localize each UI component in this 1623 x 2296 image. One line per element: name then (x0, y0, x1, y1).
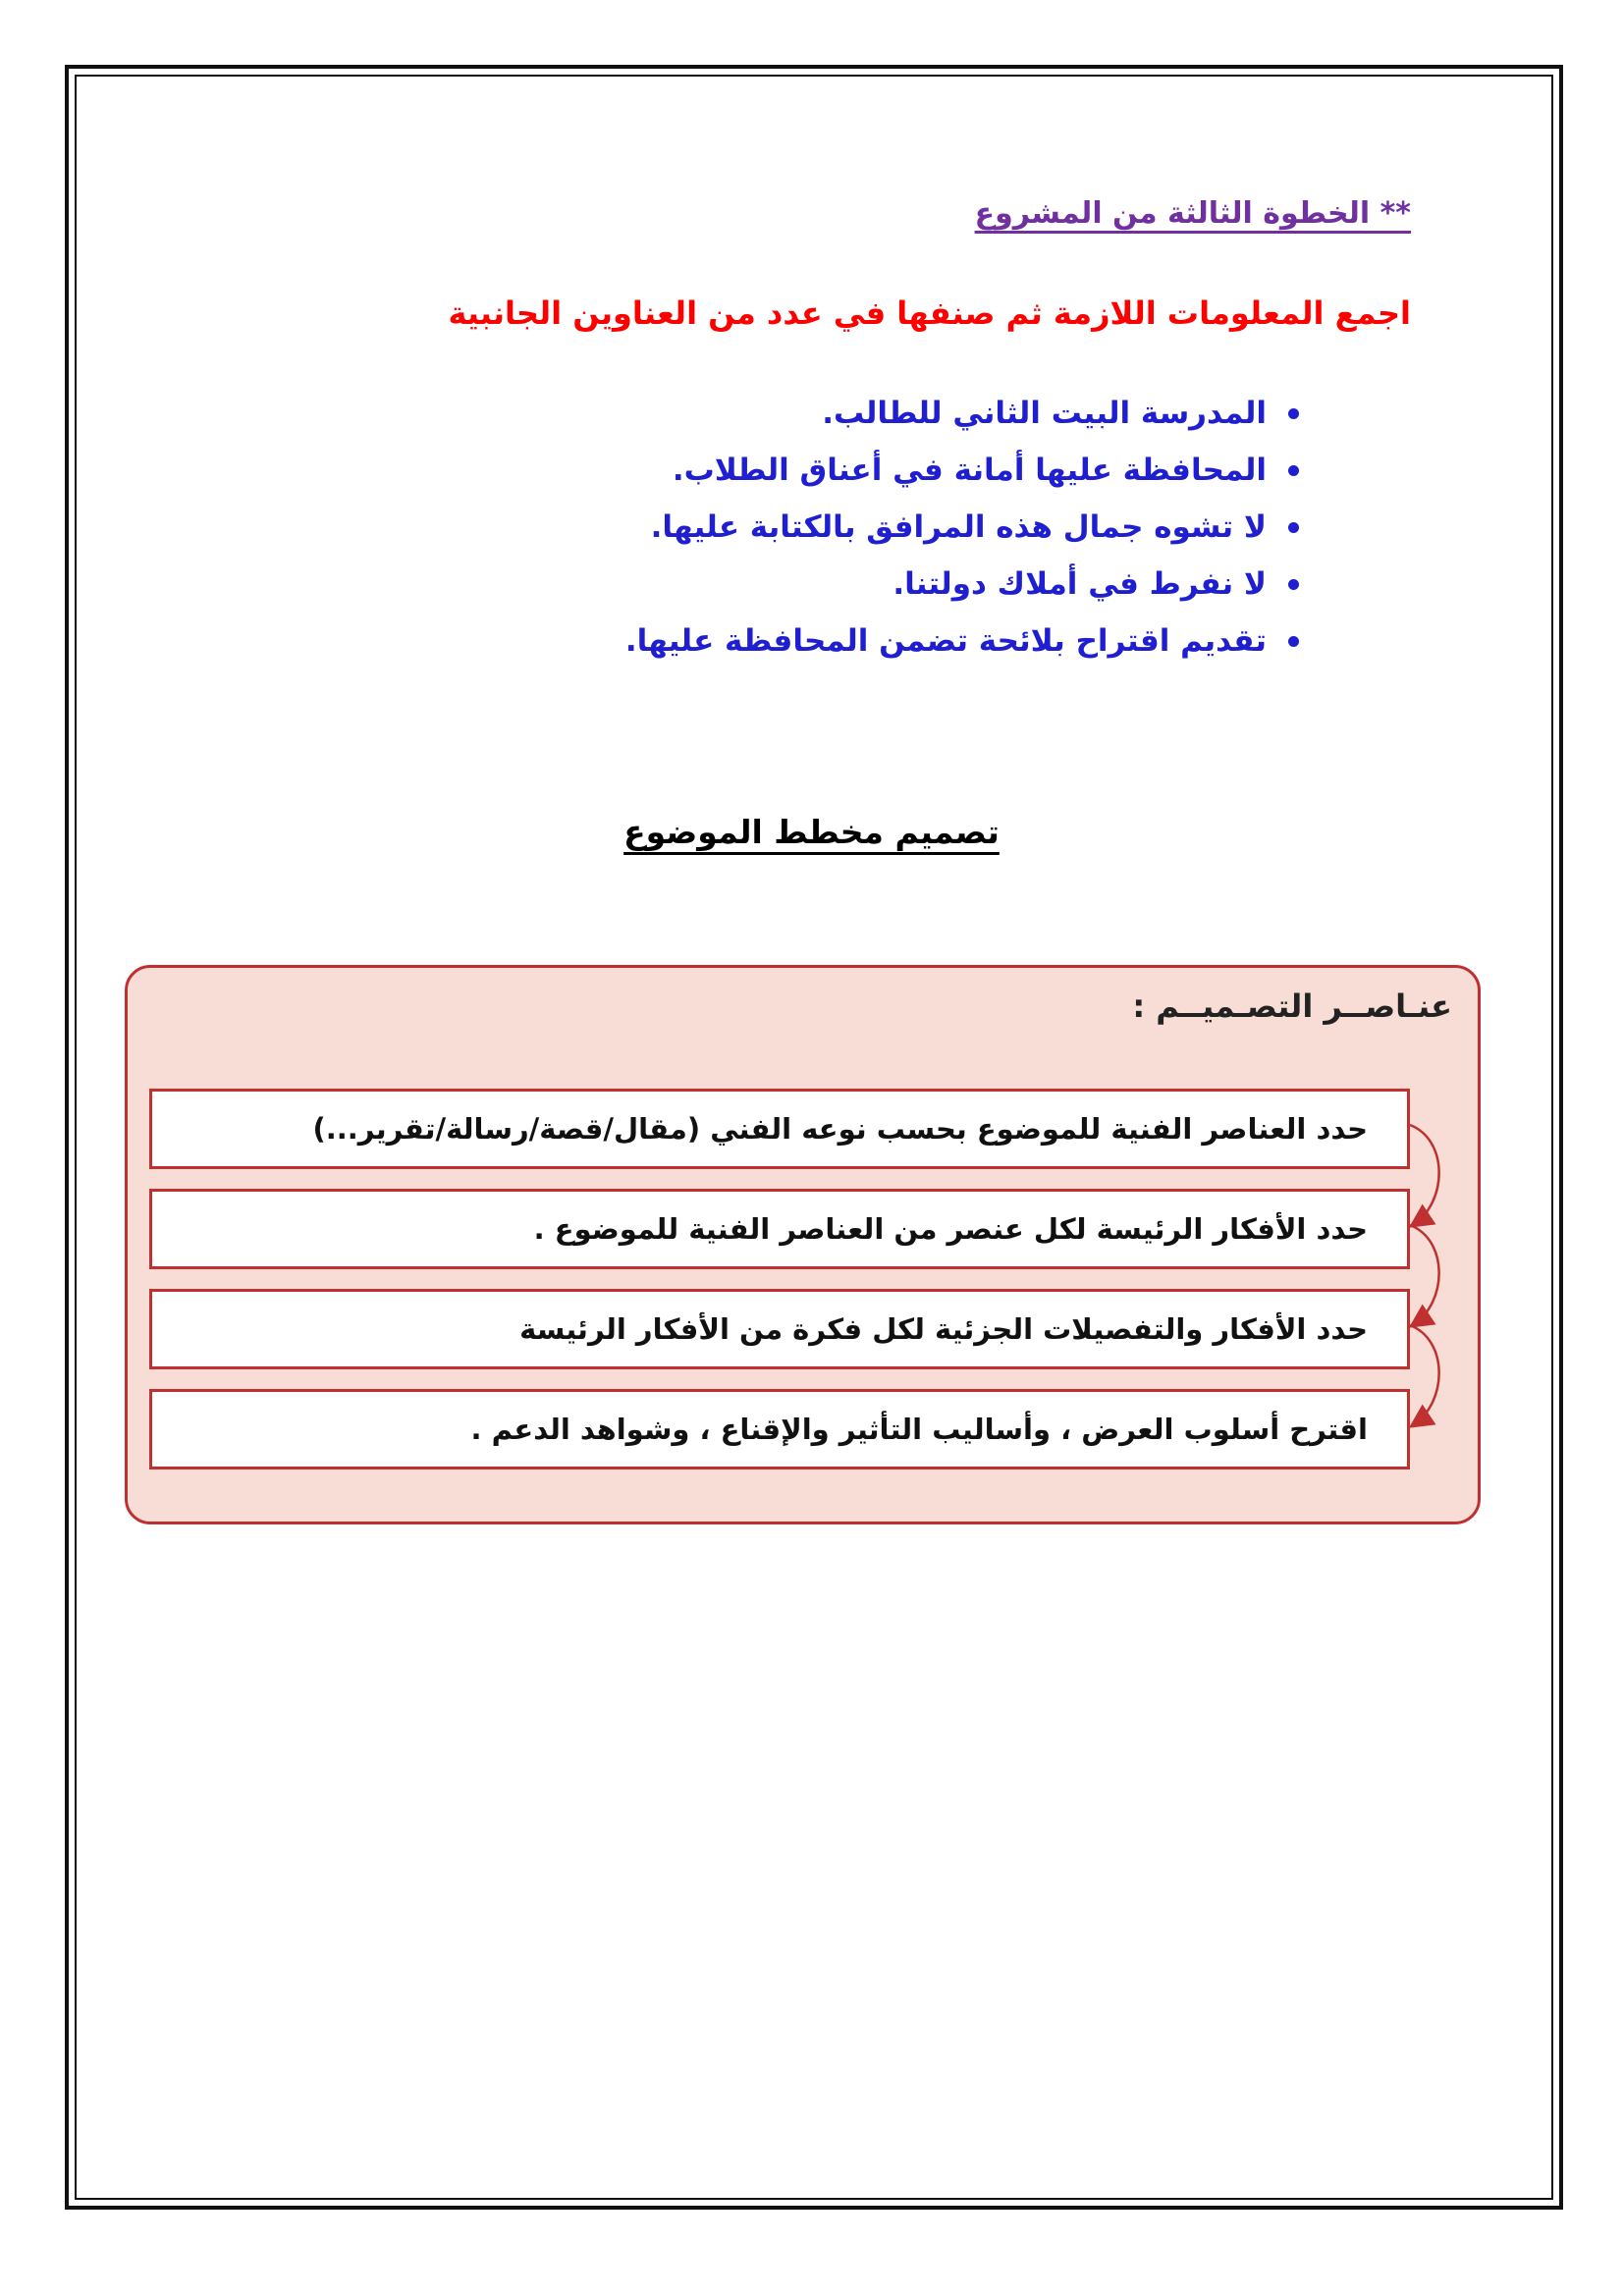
panel-label: عنـاصــر التصـميــم : (1132, 988, 1452, 1025)
points-list (625, 385, 1299, 669)
bullet-dot-icon (1288, 465, 1299, 476)
list-item (625, 385, 1299, 442)
list-item (625, 499, 1299, 556)
point-text: لا نفرط في أملاك دولتنا. (893, 566, 1267, 602)
list-item (625, 442, 1299, 499)
point-text: المحافظة عليها أمانة في أعناق الطلاب. (672, 453, 1267, 488)
point-text: تقديم اقتراح بلائحة تضمن المحافظة عليها. (624, 623, 1267, 659)
bullet-dot-icon (1288, 579, 1299, 590)
design-step-text: حدد الأفكار والتفصيلات الجزئية لكل فكرة من الأفكار الرئيسة (519, 1312, 1368, 1346)
bullet-dot-icon (1288, 408, 1299, 419)
design-step-text: اقترح أسلوب العرض ، وأساليب التأثير والإقناع ، وشواهد الدعم . (470, 1413, 1368, 1446)
connector-arrow-icon (1410, 1125, 1439, 1225)
connector-arrow-icon (1410, 1325, 1439, 1425)
bullet-dot-icon (1288, 522, 1299, 533)
design-elements-panel (125, 965, 1481, 1524)
list-item (625, 613, 1299, 669)
point-text: لا تشوه جمال هذه المرافق بالكتابة عليها. (650, 509, 1267, 545)
design-step-text: حدد الأفكار الرئيسة لكل عنصر من العناصر الفنية للموضوع . (533, 1212, 1368, 1246)
flow-connector-arrows (128, 968, 1484, 1527)
list-item (625, 556, 1299, 613)
connector-arrow-icon (1410, 1225, 1439, 1325)
bullet-dot-icon (1288, 636, 1299, 647)
point-text: المدرسة البيت الثاني للطالب. (822, 396, 1267, 431)
instruction-text: اجمع المعلومات اللازمة ثم صنفها في عدد من العناوين الجانبية (448, 294, 1411, 332)
design-title: تصميم مخطط الموضوع (623, 813, 1000, 851)
design-step-text: حدد العناصر الفنية للموضوع بحسب نوعه الفني (مقال/قصة/رسالة/تقرير...) (312, 1112, 1368, 1146)
step-heading: ** الخطوة الثالثة من المشروع (974, 196, 1411, 231)
